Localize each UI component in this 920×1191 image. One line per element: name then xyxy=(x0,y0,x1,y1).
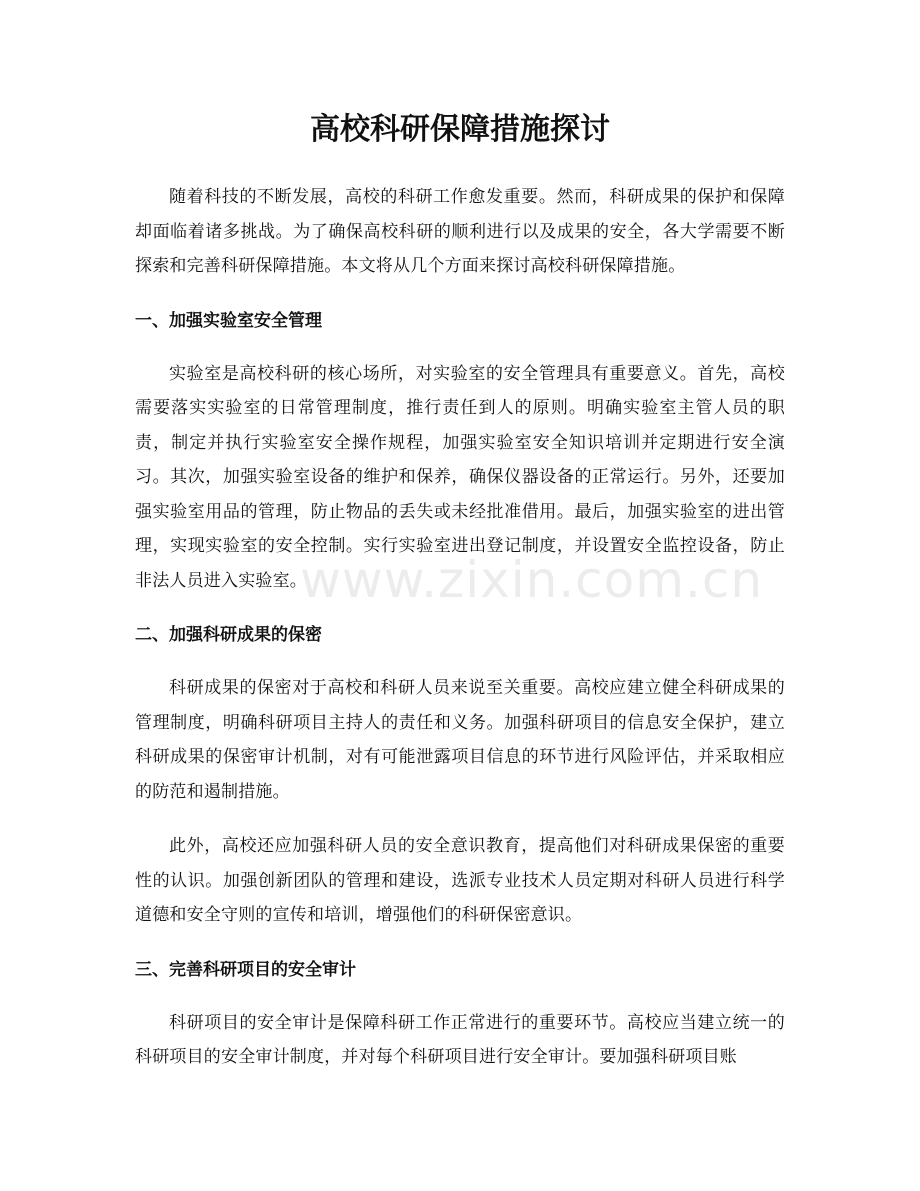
section-3-paragraph-1: 科研项目的安全审计是保障科研工作正常进行的重要环节。高校应当建立统一的科研项目的安全审计制度，并对每个科研项目进行安全审计。要加强科研项目账 xyxy=(135,1012,785,1067)
spacer xyxy=(135,987,785,1006)
section-heading-2: 二、加强科研成果的保密 xyxy=(135,625,322,645)
section-2-paragraph-2: 此外，高校还应加强科研人员的安全意识教育，提高他们对科研成果保密的重要性的认识。加强创新团队的管理和建设，选派专业技术人员定期对科研人员进行科学道德和安全守则的宣传和培训，增强他们的科研保密意识。 xyxy=(135,836,785,925)
spacer xyxy=(135,809,785,829)
section-heading-3: 三、完善科研项目的安全审计 xyxy=(135,959,356,980)
spacer xyxy=(135,598,785,618)
spacer xyxy=(135,652,785,671)
spacer xyxy=(135,284,785,304)
section-1-paragraph-1: 实验室是高校科研的核心场所，对实验室的安全管理具有重要意义。首先，高校需要落实实验室的日常管理制度，推行责任到人的原则。明确实验室主管人员的职责，制定并执行实验室安全操作规程，加强实验室安全知识培训并定期进行安全演习。其次，加强实验室设备的维护和保养，确保仪器设备的正常运行。另外，还要加强实验室用品的管理，防止物品的丢失或未经批准借用。最后，加强实验室的进出管理，实现实验室的安全控制。实行实验室进出登记制度，并设置安全监控设备，防止非法人员进入实验室。 xyxy=(135,363,785,591)
section-2-paragraph-1: 科研成果的保密对于高校和科研人员来说至关重要。高校应建立健全科研成果的管理制度，明确科研项目主持人的责任和义务。加强科研项目的信息安全保护，建立科研成果的保密审计机制，对有可能泄露项目信息的环节进行风险评估，并采取相应的防范和遏制措施。 xyxy=(135,678,785,802)
spacer xyxy=(135,338,785,357)
watermark: www.zixin.com.cn xyxy=(300,551,764,609)
spacer xyxy=(135,933,785,953)
document-body xyxy=(135,180,785,1075)
document-title: 高校科研保障措施探讨 xyxy=(310,112,610,147)
section-heading-1: 一、加强实验室安全管理 xyxy=(135,310,322,331)
intro-paragraph: 随着科技的不断发展，高校的科研工作愈发重要。然而，科研成果的保护和保障却面临着诸多挑战。为了确保高校科研的顺利进行以及成果的安全，各大学需要不断探索和完善科研保障措施。本文将从几个方面来探讨高校科研保障措施。 xyxy=(135,187,785,276)
